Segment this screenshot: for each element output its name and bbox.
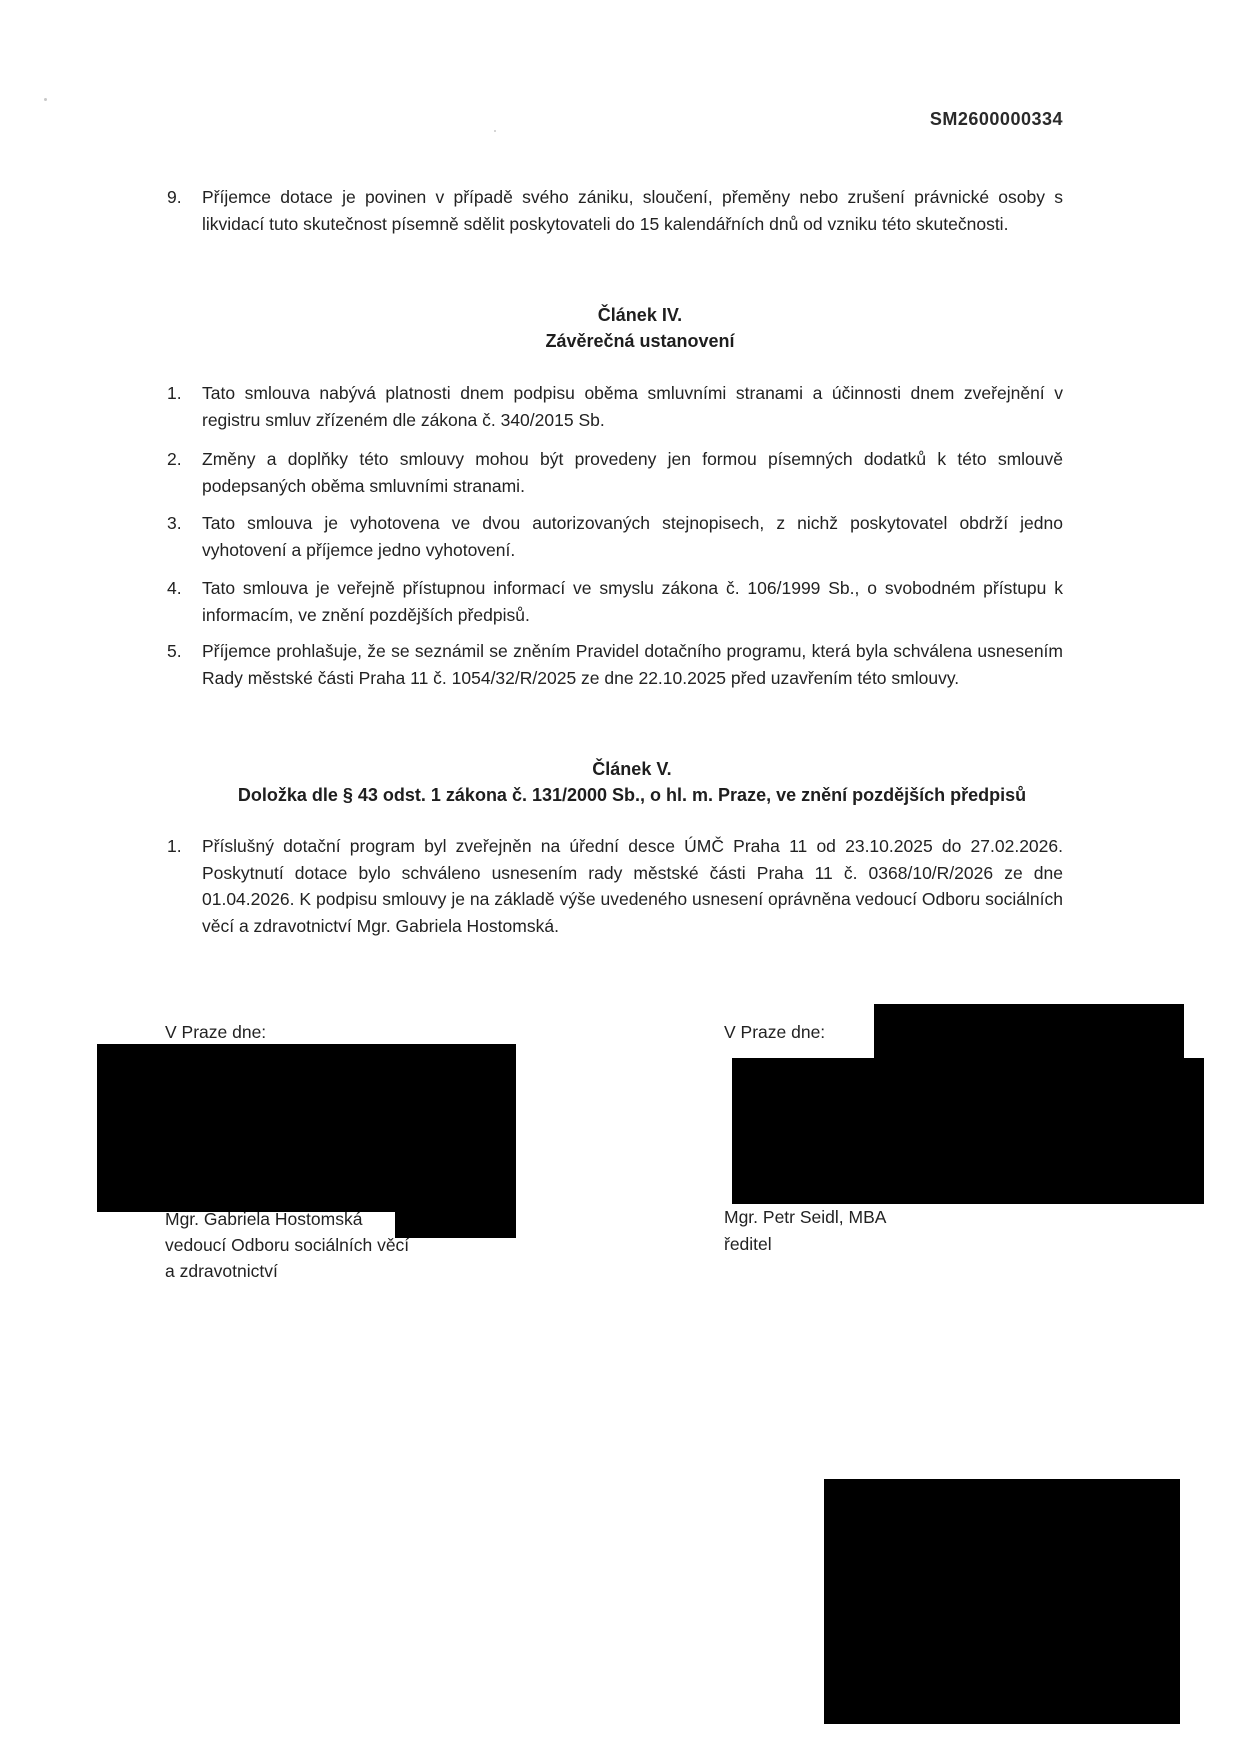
left-signatory-role: vedoucí Odboru sociálních věcí — [165, 1235, 410, 1255]
clause-text: Tato smlouva je veřejně přístupnou informací ve smyslu zákona č. 106/1999 Sb., o svobodném přístupu k informacím, ve znění pozdějších předpisů. — [202, 578, 1063, 625]
clause-number: 2. — [167, 449, 182, 469]
right-signatory-role: ředitel — [724, 1234, 772, 1254]
clause-text: Příslušný dotační program byl zveřejněn na úřední desce ÚMČ Praha 11 od 23.10.2025 do 27.02.2026. Poskytnutí dotace bylo schváleno usnesením rady městské části Praha 11 č. 0368/10/R/2026 ze dne 01.04.2026. K podpisu smlouvy je na základě výše uvedeného usnesení oprávněna vedoucí Odboru sociálních věcí a zdravotnictví Mgr. Gabriela Hostomská. — [202, 836, 1063, 936]
scan-speck — [494, 130, 496, 132]
article-4-title: Článek IV. — [597, 305, 683, 325]
article-5-item-1 — [167, 833, 1063, 939]
article-4-subtitle: Závěrečná ustanovení — [545, 331, 735, 351]
article-5-title: Článek V. — [592, 759, 672, 779]
clause-number: 3. — [167, 513, 182, 533]
clause-text: Tato smlouva je vyhotovena ve dvou autorizovaných stejnopisech, z nichž poskytovatel obdrží jedno vyhotovení a příjemce jedno vyhotovení. — [202, 513, 1063, 560]
right-signatory-name: Mgr. Petr Seidl, MBA — [724, 1207, 887, 1227]
clause-item-9 — [167, 184, 1063, 237]
article-4-item-5 — [167, 638, 1063, 691]
clause-text: Tato smlouva nabývá platnosti dnem podpisu oběma smluvními stranami a účinnosti dnem zveřejnění v registru smluv zřízeném dle zákona č. 340/2015 Sb. — [202, 383, 1063, 430]
left-signatory-name: Mgr. Gabriela Hostomská — [165, 1209, 363, 1229]
clause-number: 1. — [167, 836, 182, 856]
redaction-box — [824, 1479, 1180, 1724]
clause-text: Příjemce dotace je povinen v případě svého zániku, sloučení, přeměny nebo zrušení právnické osoby s likvidací tuto skutečnost písemně sdělit poskytovateli do 15 kalendářních dnů od vzniku této skutečnosti. — [202, 187, 1063, 234]
redaction-box — [395, 1208, 516, 1238]
redaction-box — [97, 1044, 516, 1212]
redaction-box — [874, 1004, 1184, 1062]
scan-speck — [44, 98, 47, 101]
clause-number: 1. — [167, 383, 182, 403]
article-5-subtitle: Doložka dle § 43 odst. 1 zákona č. 131/2000 Sb., o hl. m. Praze, ve znění pozdějších předpisů — [237, 785, 1027, 805]
clause-number: 5. — [167, 641, 182, 661]
clause-text: Příjemce prohlašuje, že se seznámil se zněním Pravidel dotačního programu, která byla schválena usnesením Rady městské části Praha 11 č. 1054/32/R/2025 ze dne 22.10.2025 před uzavřením této smlouvy. — [202, 641, 1063, 688]
clause-number: 9. — [167, 187, 182, 207]
clause-number: 4. — [167, 578, 182, 598]
left-place-date: V Praze dne: — [165, 1022, 267, 1042]
article-4-item-3 — [167, 510, 1063, 563]
clause-text: Změny a doplňky této smlouvy mohou být provedeny jen formou písemných dodatků k této smlouvě podepsaných oběma smluvními stranami. — [202, 449, 1063, 496]
document-id: SM2600000334 — [929, 109, 1063, 129]
right-place-date: V Praze dne: — [724, 1022, 826, 1042]
article-4-item-1 — [167, 380, 1063, 433]
left-signatory-role-2: a zdravotnictví — [165, 1261, 278, 1281]
redaction-box — [732, 1058, 1204, 1204]
article-4-item-4 — [167, 575, 1063, 628]
article-4-item-2 — [167, 446, 1063, 499]
